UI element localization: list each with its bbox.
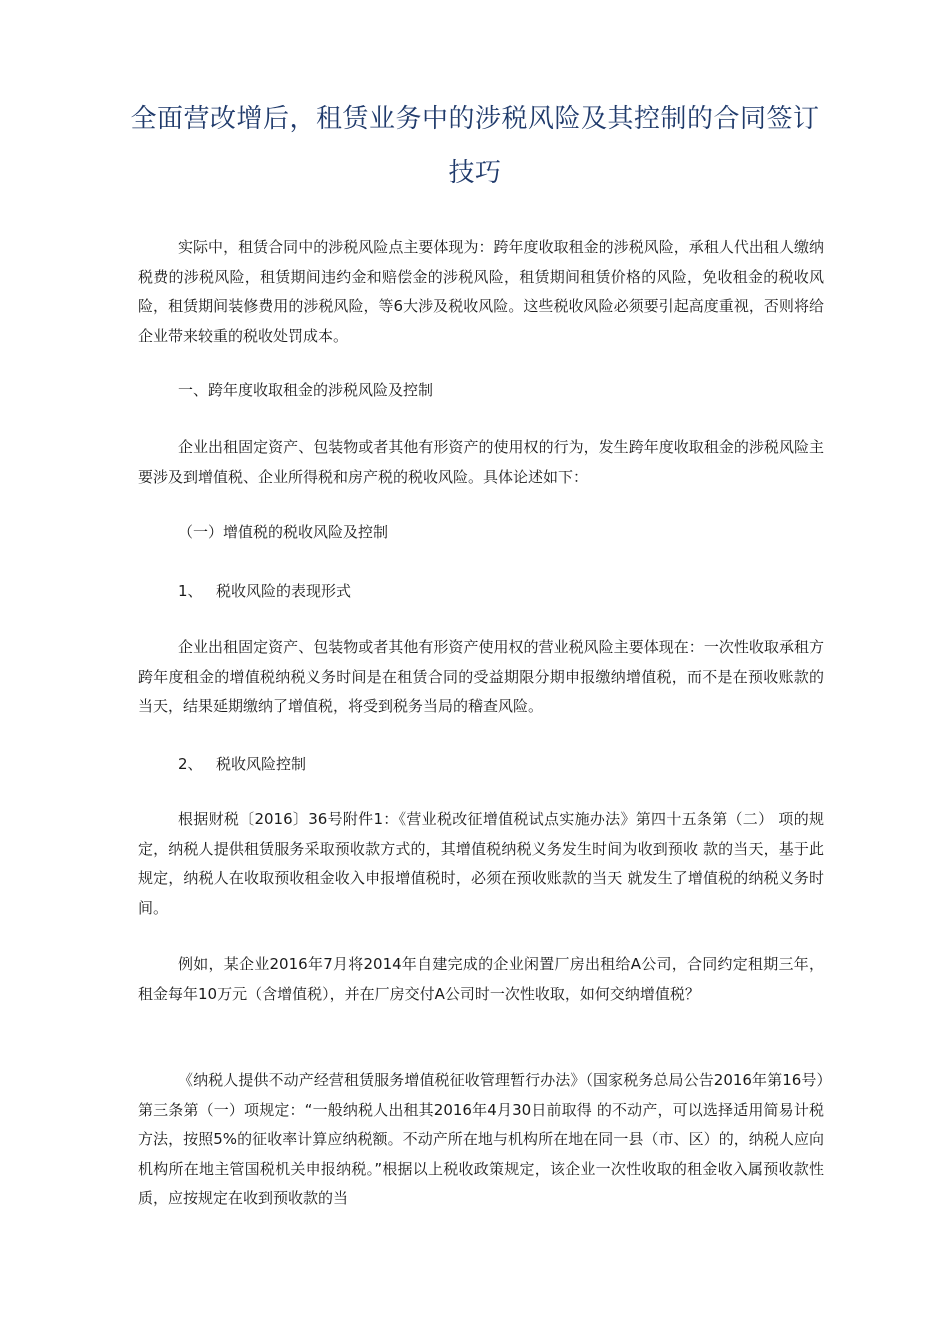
subsection-heading-1: （一）增值税的税收风险及控制	[178, 523, 389, 541]
paragraph-section-1: 企业出租固定资产、包装物或者其他有形资产的使用权的行为，发生跨年度收取租金的涉税风险主要涉及到增值税、企业所得税和房产税的税收风险。具体论述如下：	[138, 438, 824, 486]
section-heading-1: 一、跨年度收取租金的涉税风险及控制	[178, 381, 434, 399]
paragraph-intro: 实际中，租赁合同中的涉税风险点主要体现为：跨年度收取租金的涉税风险，承租人代出租人缴纳税费的涉税风险，租赁期间违约金和赔偿金的涉税风险，租赁期间租赁价格的风险，免收租金的税收风险，租赁期间装修费用的涉税风险，等6大涉及税收风险。这些税收风险必须要引起高度重视，否则将给企业带来较重的税收处罚成本。	[138, 238, 824, 345]
paragraph-example: 例如，某企业2016年7月将2014年自建完成的企业闲置厂房出租给A公司，合同约定租期三年，租金每年10万元（含增值税），并在厂房交付A公司时一次性收取，如何交纳增值税？	[138, 955, 824, 1003]
paragraph-risk-form: 企业出租固定资产、包装物或者其他有形资产使用权的营业税风险主要体现在：一次性收取承租方跨年度租金的增值税纳税义务时间是在租赁合同的受益期限分期申报缴纳增值税，而不是在预收账款的当天，结果延期缴纳了增值税，将受到税务当局的稽查风险。	[138, 638, 824, 715]
numbered-heading-2	[178, 750, 818, 780]
heading-text: 税收风险控制	[216, 755, 307, 773]
paragraph-risk-control: 根据财税〔2016〕36号附件1：《营业税改征增值税试点实施办法》第四十五条第（二） 项的规定，纳税人提供租赁服务采取预收款方式的，其增值税纳税义务发生时间为收到预收 款的当天，基于此规定，纳税人在收取预收租金收入申报增值税时，必须在预收账款的当天 就发生了增值税的纳税义务时间。	[138, 810, 824, 917]
heading-number: 2、	[178, 755, 203, 773]
numbered-heading-1	[178, 577, 818, 607]
paragraph-regulation: 《纳税人提供不动产经营租赁服务增值税征收管理暂行办法》（国家税务总局公告2016年第16号）第三条第（一）项规定：“一般纳税人出租其2016年4月30日前取得 的不动产，可以选择适用简易计税方法，按照5%的征收率计算应纳税额。不动产所在地与机构所在地在同一县（市、区）的，纳税人应向机构所在地主管国税机关申报纳税。”根据以上税收政策规定，该企业一次性收取的租金收入属预收款性质，应按规定在收到预收款的当	[138, 1071, 824, 1207]
heading-number: 1、	[178, 582, 203, 600]
heading-text: 税收风险的表现形式	[216, 582, 352, 600]
page-title: 全面营改增后，租赁业务中的涉税风险及其控制的合同签订技巧	[130, 104, 820, 188]
